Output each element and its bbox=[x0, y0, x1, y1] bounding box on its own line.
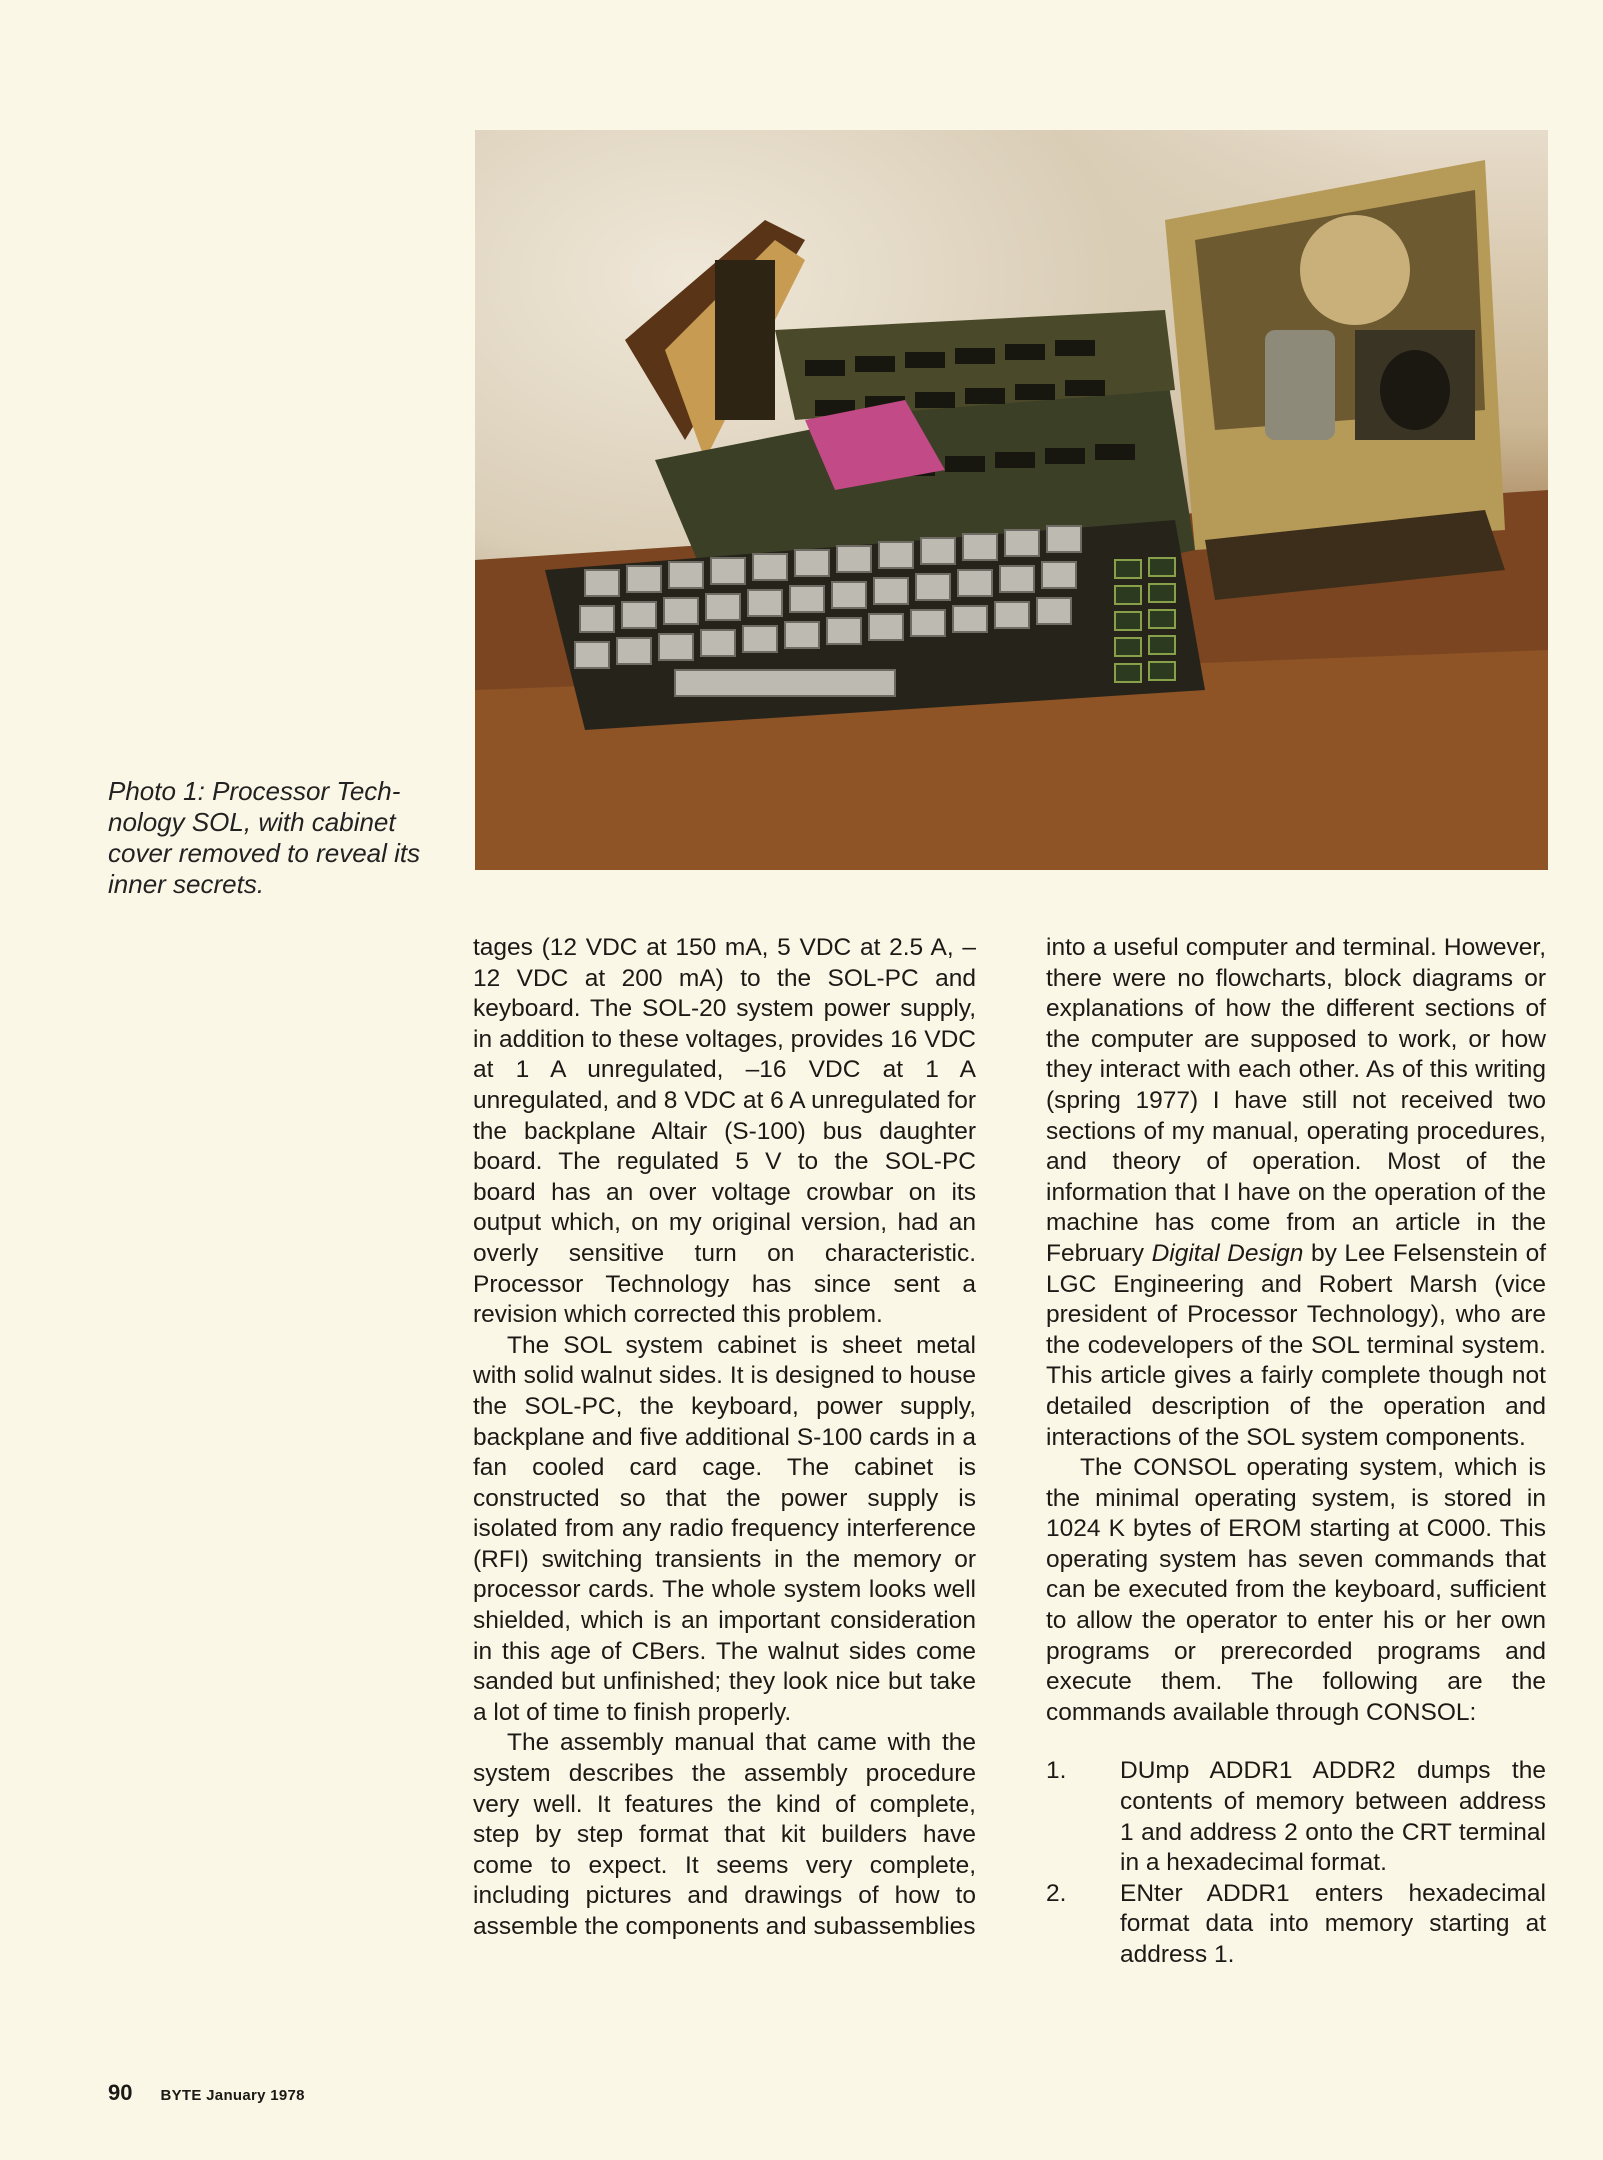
list-number: 1. bbox=[1046, 1757, 1067, 1785]
caption-line: nology SOL, with cabinet bbox=[108, 807, 396, 837]
list-number: 2. bbox=[1046, 1879, 1067, 1907]
paragraph-text: into a useful computer and terminal. However, there were no flowcharts, block diagrams or explanations of how the different sections of the computer are supposed to work, or how they interact with each other. As of this writing (spring 1977) I have still not received two sections of my manual, operating procedures, and theory of operation. Most of the information that I have on the operation of the machine has come from an article in the February bbox=[1046, 934, 1546, 1267]
paragraph: The CONSOL operating system, which is the minimal operating system, is stored in 1024 K bytes of EROM starting at C000. This operating system has seven commands that can be executed from the keyboard, sufficient to allow the operator to enter his or her own programs or prerecorded programs and execute them. The following are the commands available through CONSOL: bbox=[1046, 1454, 1546, 1726]
list-item bbox=[1046, 1756, 1546, 1878]
caption-line: inner secrets. bbox=[108, 869, 265, 899]
paragraph: The SOL system cabinet is sheet metal with solid walnut sides. It is designed to house the SOL-PC, the keyboard, power supply, backplane and five additional S-100 cards in a fan cooled card cage. The cabinet is constructed so that the power supply is isolated from any radio frequency interference (RFI) switching transients in the memory or processor cards. The whole system looks well shielded, which is an important consideration in this age of CBers. The walnut sides come sanded but unfinished; they look nice but take a lot of time to finish properly. bbox=[473, 1331, 976, 1726]
paragraph: The assembly manual that came with the system describes the assembly procedure very well. It features the kind of complete, step by step format that kit builders have come to expect. It seems very complete, including pictures and drawings of how to assemble the components and subassemblies bbox=[473, 1729, 976, 1940]
paragraph bbox=[1046, 933, 1546, 1453]
publication-info: BYTE January 1978 bbox=[160, 2087, 305, 2104]
caption-line: Photo 1: Processor Tech- bbox=[108, 776, 401, 806]
paragraph: tages (12 VDC at 150 mA, 5 VDC at 2.5 A, –12 VDC at 200 mA) to the SOL-PC and keyboard. The SOL-20 system power supply, in addition to these voltages, provides 16 VDC at 1 A unregulated, –16 VDC at 1 A unregulated, and 8 VDC at 6 A unregulated for the backplane Altair (S-100) bus daughter board. The regulated 5 V to the SOL-PC board has an over voltage crowbar on its output which, on my original version, had an overly sensitive turn on characteristic. Processor Technology has since sent a revision which corrected this problem. bbox=[473, 934, 976, 1329]
page-number: 90 bbox=[108, 2080, 133, 2105]
text-column-right bbox=[1046, 933, 1546, 1971]
paragraph-text: by Lee Felsenstein of LGC Engineering and Robert Marsh (vice president of Processor Technology), who are the codevelopers of the SOL terminal system. This article gives a fairly complete though not detailed description of the operation and interactions of the SOL system components. bbox=[1046, 1239, 1547, 1451]
photo-caption bbox=[108, 776, 428, 900]
list-item bbox=[1046, 1879, 1546, 1971]
sol-computer-photo bbox=[475, 130, 1548, 870]
list-text: DUmp ADDR1 ADDR2 dumps the contents of memory between address 1 and address 2 onto the CRT terminal in a hexadecimal format. bbox=[1120, 1757, 1546, 1877]
command-list bbox=[1046, 1756, 1546, 1970]
text-column-left bbox=[473, 933, 976, 1943]
photo-illustration bbox=[475, 130, 1548, 870]
list-text: ENter ADDR1 enters hexadecimal format data into memory starting at address 1. bbox=[1120, 1879, 1546, 1968]
publication-title: Digital Design bbox=[1151, 1239, 1304, 1267]
caption-line: cover removed to reveal its bbox=[108, 838, 421, 868]
page-footer bbox=[108, 2080, 305, 2106]
